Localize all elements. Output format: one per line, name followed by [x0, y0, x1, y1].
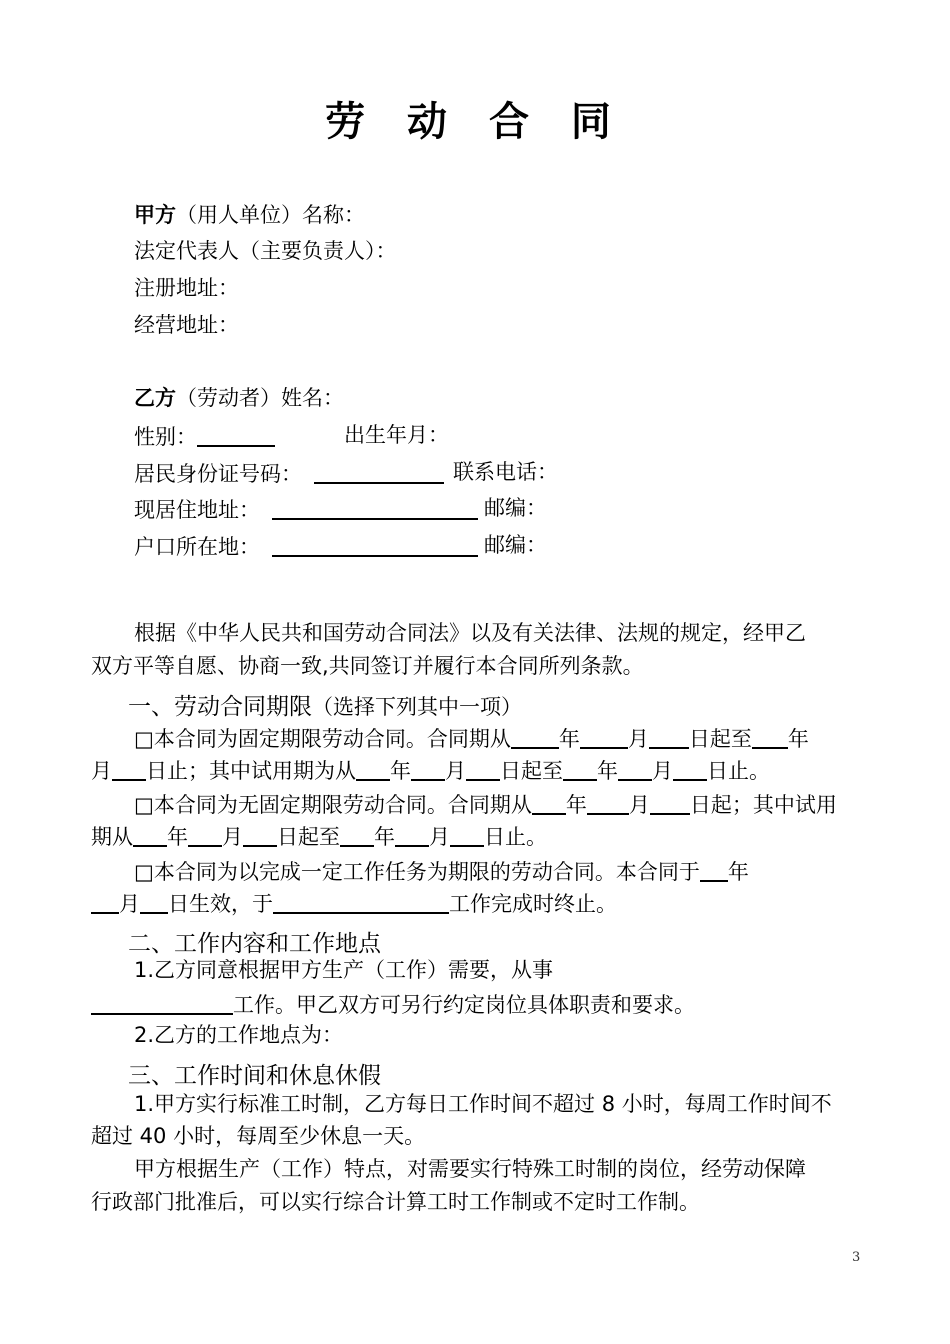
section-3-p1-line-2: 超过 40 小时，每周至少休息一天。 — [91, 1124, 426, 1148]
party-a-biz-addr-label: 经营地址： — [134, 313, 239, 337]
gender-blank — [197, 425, 275, 447]
party-a-rep-label: 法定代表人（主要负责人）： — [134, 239, 397, 263]
address-label: 现居住地址： — [134, 498, 260, 522]
id-label: 居民身份证号码： — [134, 462, 302, 486]
document-title: 劳 动 合 同 — [325, 99, 625, 145]
option-1-line-2: 月 日止；其中试用期为从 年 月 日起至 年 月 日止。 — [91, 759, 770, 783]
intro-line-2: 双方平等自愿、协商一致,共同签订并履行本合同所列条款。 — [91, 654, 644, 678]
party-a-label: 甲方 — [134, 203, 176, 227]
zip-label-1: 邮编： — [484, 496, 547, 520]
section-1-note: （选择下列其中一项） — [312, 695, 522, 719]
hukou-label: 户口所在地： — [134, 535, 260, 559]
party-a-name-line — [134, 205, 365, 226]
hukou-blank — [272, 535, 478, 557]
party-b-name-label: （劳动者）姓名： — [176, 386, 344, 410]
party-a-reg-addr-label: 注册地址： — [134, 276, 239, 300]
section-2-p1-line-1: 1.乙方同意根据甲方生产（工作）需要，从事 — [134, 958, 554, 982]
option-1-line-1: □本合同为固定期限劳动合同。合同期从 年 月 日起至 年 — [134, 727, 809, 751]
address-line — [134, 498, 478, 521]
birth-label: 出生年月： — [344, 423, 449, 447]
id-line — [134, 462, 444, 485]
option-2-line-2: 期从 年 月 日起至 年 月 日止。 — [91, 825, 547, 849]
address-blank — [272, 498, 478, 520]
section-1-heading: 一、劳动合同期限 — [128, 694, 312, 720]
phone-label: 联系电话： — [453, 460, 558, 484]
section-3-p2-line-2: 行政部门批准后，可以实行综合计算工时工作制或不定时工作制。 — [91, 1190, 700, 1214]
id-blank — [314, 462, 444, 484]
option-2-line-1: □本合同为无固定期限劳动合同。合同期从 年 月 日起；其中试用 — [134, 793, 837, 817]
party-b-gender-line — [134, 425, 275, 448]
page-number: 3 — [852, 1250, 861, 1265]
section-1-heading-line — [128, 688, 522, 721]
section-3-p2-line-1: 甲方根据生产（工作）特点，对需要实行特殊工时制的岗位，经劳动保障 — [134, 1157, 806, 1181]
section-3-p1-line-1: 1.甲方实行标准工时制，乙方每日工作时间不超过 8 小时，每周工作时间不 — [134, 1092, 832, 1116]
section-3-heading: 三、工作时间和休息休假 — [128, 1063, 381, 1089]
section-2-p1-line-2: 工作。甲乙双方可另行约定岗位具体职责和要求。 — [91, 993, 695, 1016]
party-b-label: 乙方 — [134, 386, 176, 410]
option-3-line-1: □本合同为以完成一定工作任务为期限的劳动合同。本合同于 年 — [134, 860, 749, 884]
zip-label-2: 邮编： — [484, 533, 547, 557]
section-2-p2: 2.乙方的工作地点为： — [134, 1023, 344, 1047]
intro-line-1: 根据《中华人民共和国劳动合同法》以及有关法律、法规的规定，经甲乙 — [134, 621, 806, 645]
gender-label: 性别： — [134, 425, 197, 449]
party-a-name-label: （用人单位）名称： — [176, 203, 365, 227]
section-2-heading: 二、工作内容和工作地点 — [128, 931, 381, 957]
hukou-line — [134, 535, 478, 558]
option-3-line-2: 月 日生效，于 工作完成时终止。 — [91, 892, 617, 915]
party-b-name-line — [134, 388, 344, 409]
